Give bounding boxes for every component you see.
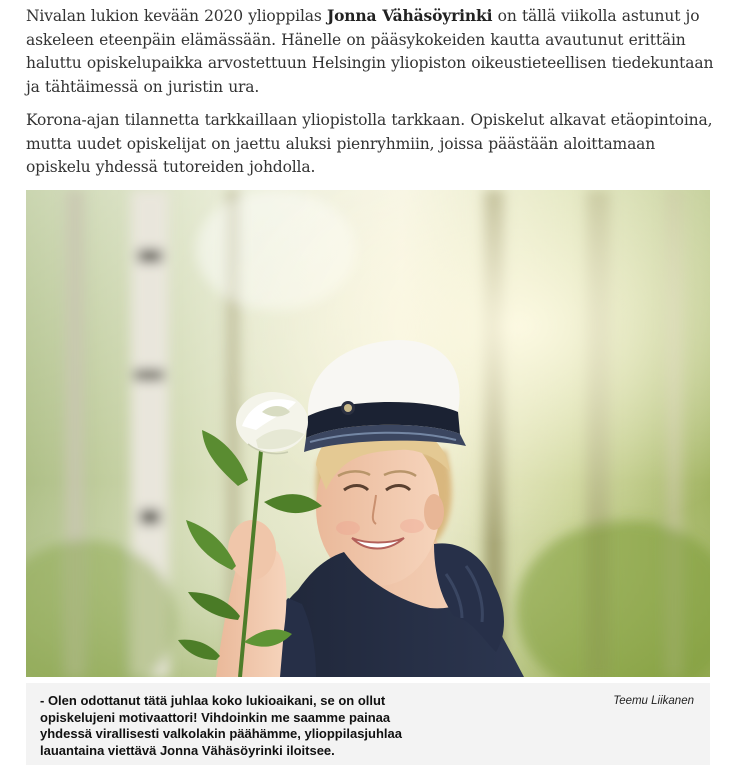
photo-graduate-with-rose xyxy=(26,190,710,677)
article-paragraph xyxy=(26,4,716,99)
article-body xyxy=(26,4,716,180)
paragraph-text: on tällä viikolla astunut jo askeleen eteenpäin elämässään. Hänelle on pääsykokeiden kautta avautunut erittäin haluttu opiskelupaikka arvostettuun Helsingin yliopiston oikeustieteellisen tiedekuntaan ja tähtäimessä on juristin ura. xyxy=(26,7,714,96)
person-name: Jonna Vähäsöyrinki xyxy=(326,6,493,25)
article-paragraph: Korona-ajan tilannetta tarkkaillaan yliopistolla tarkkaan. Opiskelut alkavat etäopintoina, mutta uudet opiskelijat on jaettu aluksi pienryhmiin, joissa päästään aloittamaan opiskelu yhdessä tutoreiden johdolla. xyxy=(26,111,713,176)
paragraph-text: Nivalan lukion kevään 2020 ylioppilas xyxy=(26,7,327,25)
photo-caption-box xyxy=(26,683,710,765)
photo-caption: - Olen odottanut tätä juhlaa koko lukioaikani, se on ollut opiskelujeni motivaattori! Vihdoinkin me saamme painaa yhdessä virallisesti valkolakin päähämme, ylioppilasjuhlaa lauantaina viettävä Jonna Vähäsöyrinki iloitsee. xyxy=(40,693,403,758)
article-photo xyxy=(26,190,710,677)
photo-credit: Teemu Liikanen xyxy=(613,695,694,707)
